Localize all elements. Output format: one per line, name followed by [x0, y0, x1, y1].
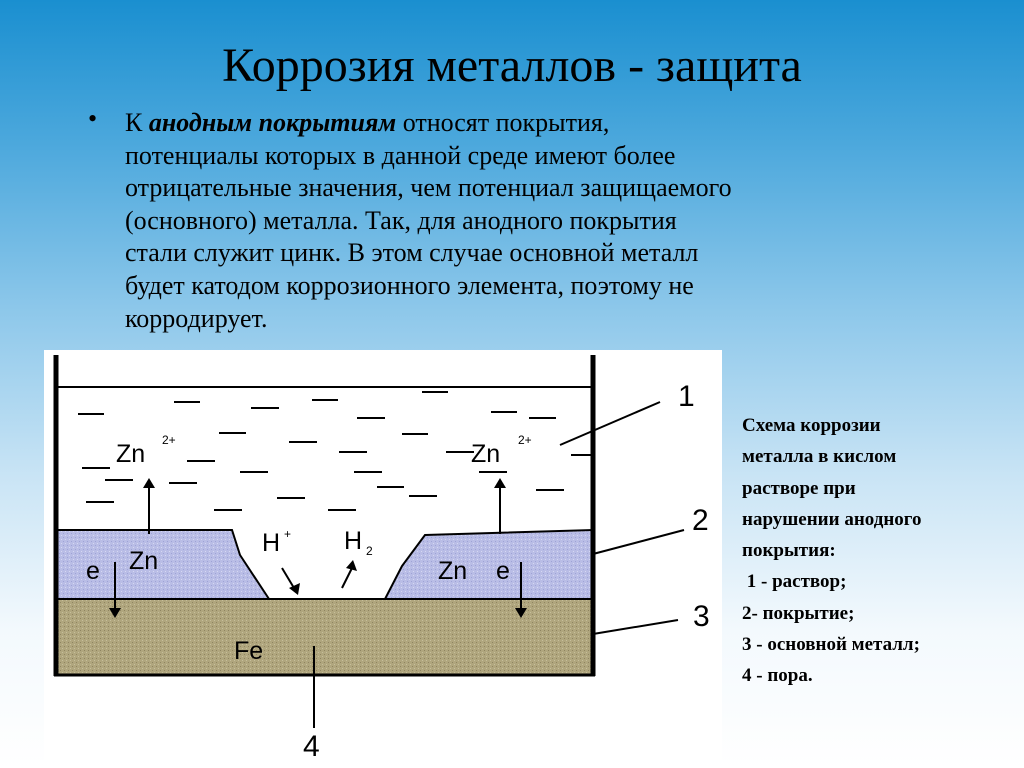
paragraph-line-3: отрицательные значения, чем потенциал защищаемого — [125, 173, 732, 203]
caption-line-6: 1 - раствор; — [742, 571, 847, 593]
base-metal-layer — [57, 598, 593, 675]
zn-ion-label-left: Zn — [116, 440, 146, 468]
label-number-1: 1 — [678, 380, 695, 413]
caption-line-5: покрытия: — [742, 540, 836, 562]
corrosion-diagram-svg — [44, 350, 722, 760]
zn-ion-charge-right: 2+ — [518, 433, 532, 447]
paragraph-line-7: корродирует. — [125, 303, 268, 333]
pointer-line-1 — [560, 402, 660, 445]
zn-ion-arrow-left — [143, 478, 155, 534]
paragraph-line-1: относят покрытия, — [396, 108, 610, 137]
fe-label: Fe — [234, 637, 264, 665]
label-number-4: 4 — [303, 730, 320, 760]
zn-coating-label-left: Zn — [129, 547, 159, 575]
h-ion-charge: + — [284, 527, 292, 541]
h-ion-arrow — [282, 568, 300, 595]
caption-line-2: металла в кислом — [742, 446, 897, 468]
pointer-line-3 — [593, 620, 678, 634]
zn-coating-label-right: Zn — [438, 557, 468, 585]
h2-arrow — [342, 560, 357, 588]
caption-line-8: 3 - основной металл; — [742, 634, 920, 656]
caption-line-7: 2- покрытие; — [742, 602, 855, 624]
label-number-2: 2 — [692, 504, 709, 537]
h2-subscript: 2 — [366, 544, 373, 558]
caption-line-9: 4 - пора. — [742, 665, 813, 687]
zn-ion-arrow-right — [494, 478, 506, 534]
bullet-marker: • — [88, 104, 98, 133]
h2-label: H — [344, 527, 363, 555]
coating-right — [385, 530, 593, 599]
h-ion-label: H — [262, 529, 281, 557]
body-paragraph — [125, 107, 965, 335]
paragraph-lead: К — [125, 108, 149, 137]
caption-line-3: растворе при — [742, 477, 856, 499]
corrosion-diagram — [44, 350, 722, 760]
zn-ion-label-right: Zn — [471, 440, 501, 468]
pointer-line-2 — [593, 530, 684, 554]
electron-label-left: e — [86, 557, 100, 585]
paragraph-line-6: будет катодом коррозионного элемента, поэтому не — [125, 270, 694, 300]
caption-line-1: Схема коррозии — [742, 415, 881, 436]
slide-title: Коррозия металлов - защита — [222, 39, 802, 92]
label-number-3: 3 — [693, 600, 710, 633]
electron-label-right: e — [496, 557, 510, 585]
paragraph-line-5: стали служит цинк. В этом случае основной металл — [125, 238, 699, 268]
diagram-caption — [742, 410, 1002, 692]
paragraph-line-2: потенциалы которых в данной среде имеют более — [125, 140, 676, 170]
caption-line-4: нарушении анодного — [742, 508, 922, 530]
zn-ion-charge-left: 2+ — [162, 433, 176, 447]
paragraph-line-4: (основного) металла. Так, для анодного покрытия — [125, 205, 677, 235]
solution-dashes — [78, 392, 593, 510]
paragraph-emphasis: анодным покрытиям — [148, 108, 397, 137]
